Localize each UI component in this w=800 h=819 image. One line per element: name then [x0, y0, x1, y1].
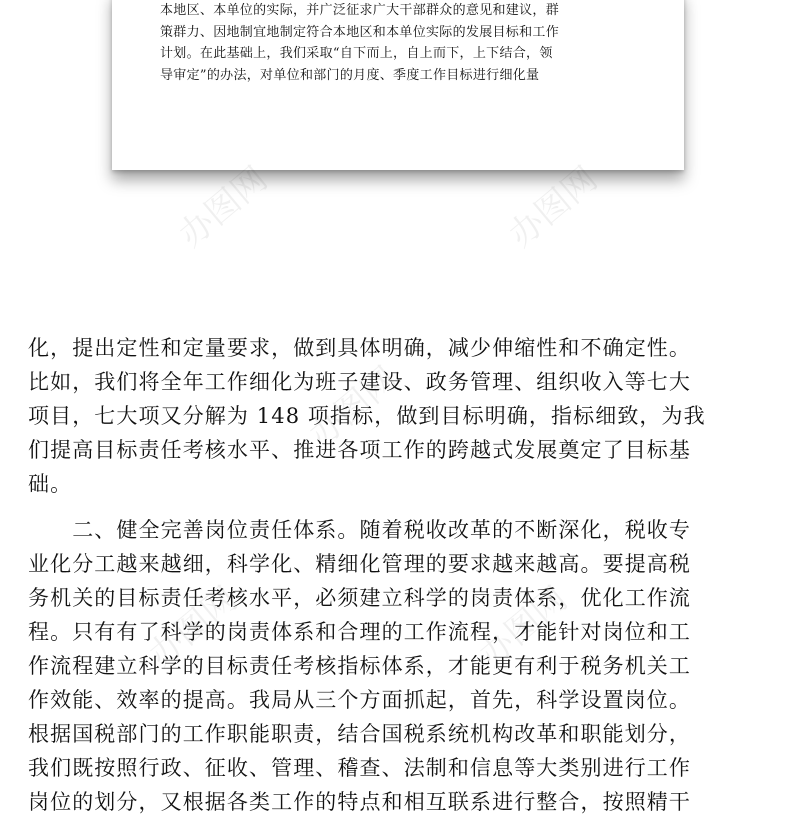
document-body — [28, 331, 780, 819]
watermark: 办图网 — [301, 359, 406, 456]
watermark: 办图网 — [501, 159, 606, 256]
body-paragraph-1: 化，提出定性和定量要求，做到具体明确，减少伸缩性和不确定性。 比如，我们将全年工作细化为班子建设、政务管理、组织收入等七大 项目，七大项又分解为 148 项指标，做到目标明确，指标细致，为我 们提高目标责任考核水平、推进各项工作的跨越式发展奠定了目标基 础。 — [28, 336, 706, 496]
watermark: 办图网 — [171, 159, 276, 256]
watermark: 办图网 — [141, 579, 246, 676]
document-preview-card — [112, 0, 684, 170]
body-paragraph-2: 二、健全完善岗位责任体系。随着税收改革的不断深化，税收专 业化分工越来越细，科学化、精细化管理的要求越来越高。要提高税 务机关的目标责任考核水平，必须建立科学的岗责体系，优化工作流 程。只有有了科学的岗责体系和合理的工作流程，才能针对岗位和工 作流程建立科学的目标责任考核指标体系，才能更有利于税务机关工 作效能、效率的提高。我局从三个方面抓起，首先，科学设置岗位。 根据国税部门的工作职能职责，结合国税系统机构改革和职能划分， 我们既按照行政、征收、管理、稽查、法制和信息等大类别进行工作 岗位的划分，又根据各类工作的特点和相互联系进行整合，按照精干 — [28, 518, 691, 814]
card-paragraph: 本地区、本单位的实际，并广泛征求广大干部群众的意见和建议，群 策群力、因地制宜地制定符合本地区和本单位实际的发展目标和工作 计划。在此基础上，我们采取“自下而上，自上而下，上下结合，领 导审定”的办法，对单位和部门的月度、季度工作目标进行细化量 — [160, 3, 560, 83]
watermark: 办图网 — [471, 579, 576, 676]
